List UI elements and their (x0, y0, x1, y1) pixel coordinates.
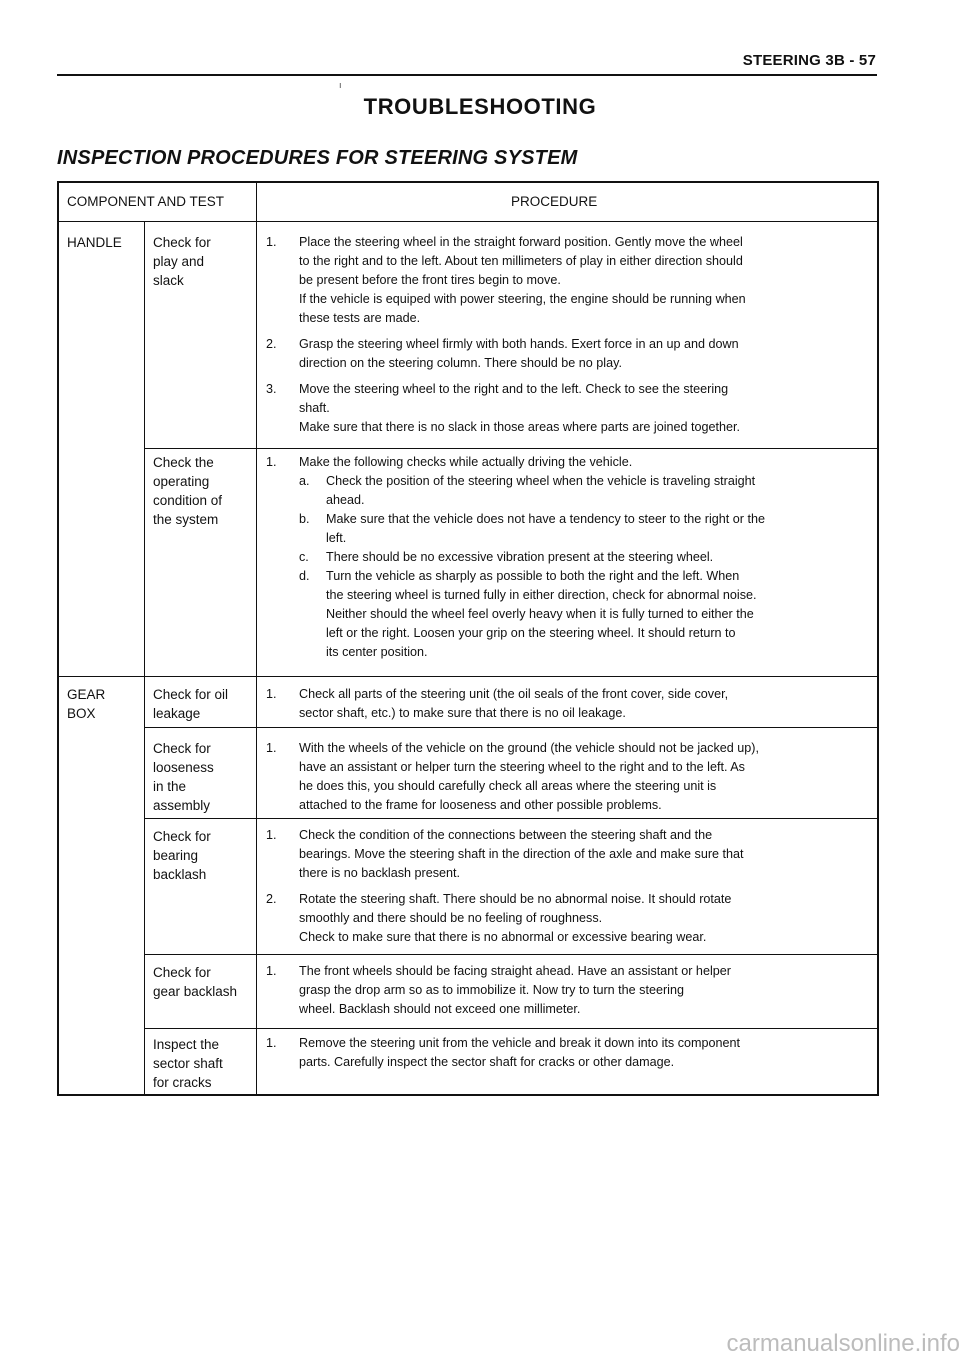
procedure-bearing-backlash (266, 826, 866, 954)
sub-step: d. Turn the vehicle as sharply as possible to both the right and the left. When the steering wheel is turned fully in either direction, check for abnormal noise. Neither should the wheel feel overly heavy when it is fully turned to either the left or the right. Loosen your grip on the steering wheel. It should return to its center position. (299, 569, 757, 659)
watermark: carmanualsonline.info (726, 1330, 960, 1357)
sub-step: a. Check the position of the steering wheel when the vehicle is traveling straight ahead. (299, 474, 756, 507)
step: 1. Make the following checks while actually driving the vehicle. a. Check the position of the steering wheel when the vehicle is traveling straight ahead. b. Make sure that the vehicle does not have a tendency to steer to the right or the left. c. There should be no excessive vibration present at the steering wheel. d. Turn the vehicle as sharply as possible to both the right and the left. When the steering wheel is turned fully in either direction, check for abnormal noise. Neither should the wheel feel overly heavy when it is fully turned to either the left or the right. Loosen your grip on the steering wheel. It should return to its center position. (266, 453, 866, 662)
component-handle: HANDLE (67, 235, 122, 250)
procedure-table (57, 181, 879, 1096)
procedure-looseness (266, 739, 866, 822)
procedure-operating-condition (266, 453, 866, 669)
procedure-play-slack (266, 233, 866, 444)
test-gear-backlash: Check for gear backlash (153, 965, 238, 999)
test-bearing-backlash: Check for bearing backlash (153, 829, 211, 882)
procedure-sector-shaft (266, 1034, 866, 1079)
test-play-slack: Check for play and slack (153, 235, 211, 288)
sub-step: b. Make sure that the vehicle does not have a tendency to steer to the right or the left. (299, 512, 765, 545)
header-divider (59, 221, 877, 222)
test-operating-condition: Check the operating condition of the system (153, 455, 223, 527)
divider-row (144, 1028, 877, 1029)
step: 3. Move the steering wheel to the right and to the left. Check to see the steering shaft. Make sure that there is no slack in those areas where parts are joined together. (266, 382, 741, 434)
step: 2. Grasp the steering wheel firmly with both hands. Exert force in an up and down direction on the steering column. There should be no play. (266, 337, 739, 370)
step: 1. The front wheels should be facing straight ahead. Have an assistant or helper grasp the drop arm so as to immobilize it. Now try to turn the steering wheel. Backlash should not exceed one millimeter. (266, 964, 731, 1016)
section-title: INSPECTION PROCEDURES FOR STEERING SYSTEM (57, 147, 578, 169)
column-header-component: COMPONENT AND TEST (67, 194, 225, 209)
sub-step: c. There should be no excessive vibration present at the steering wheel. (299, 550, 714, 564)
header-rule (57, 74, 877, 76)
test-oil-leakage: Check for oil leakage (153, 687, 229, 721)
test-sector-shaft: Inspect the sector shaft for cracks (153, 1037, 223, 1090)
page-title: TROUBLESHOOTING (363, 94, 597, 119)
column-header-procedure: PROCEDURE (511, 194, 598, 209)
step: 2. Rotate the steering shaft. There should be no abnormal noise. It should rotate smoothly and there should be no feeling of roughness. Check to make sure that there is no abnormal or excessive bearing wear. (266, 892, 732, 944)
step: 1. Place the steering wheel in the straight forward position. Gently move the wheel to the right and to the left. About ten millimeters of play in either direction should be present before the front tires begin to move. If the vehicle is equiped with power steering, the engine should be running when these tests are made. (266, 235, 746, 325)
divider-vertical-component (144, 221, 145, 1096)
test-looseness: Check for looseness in the assembly (153, 741, 214, 813)
divider-row (144, 954, 877, 955)
divider-group (59, 676, 877, 677)
component-gear-box: GEAR BOX (67, 687, 106, 721)
step: 1. Check the condition of the connections between the steering shaft and the bearings. Move the steering shaft in the direction of the axle and make sure that there is no backlash present. (266, 828, 744, 880)
stray-mark: ı (339, 80, 342, 90)
procedure-gear-backlash (266, 962, 866, 1026)
divider-vertical-test (256, 183, 257, 1096)
step: 1. Remove the steering unit from the vehicle and break it down into its component parts. Carefully inspect the sector shaft for cracks or other damage. (266, 1036, 741, 1069)
divider-row (144, 448, 877, 449)
step: 1. Check all parts of the steering unit (the oil seals of the front cover, side cover, sector shaft, etc.) to make sure that there is no oil leakage. (266, 687, 729, 720)
step: 1. With the wheels of the vehicle on the ground (the vehicle should not be jacked up), have an assistant or helper turn the steering wheel to the right and to the left. As he does this, you should carefully check all areas where the steering unit is attached to the frame for looseness and other possible problems. (266, 741, 759, 812)
procedure-oil-leakage (266, 685, 866, 730)
page-header: STEERING 3B - 57 (742, 52, 876, 69)
